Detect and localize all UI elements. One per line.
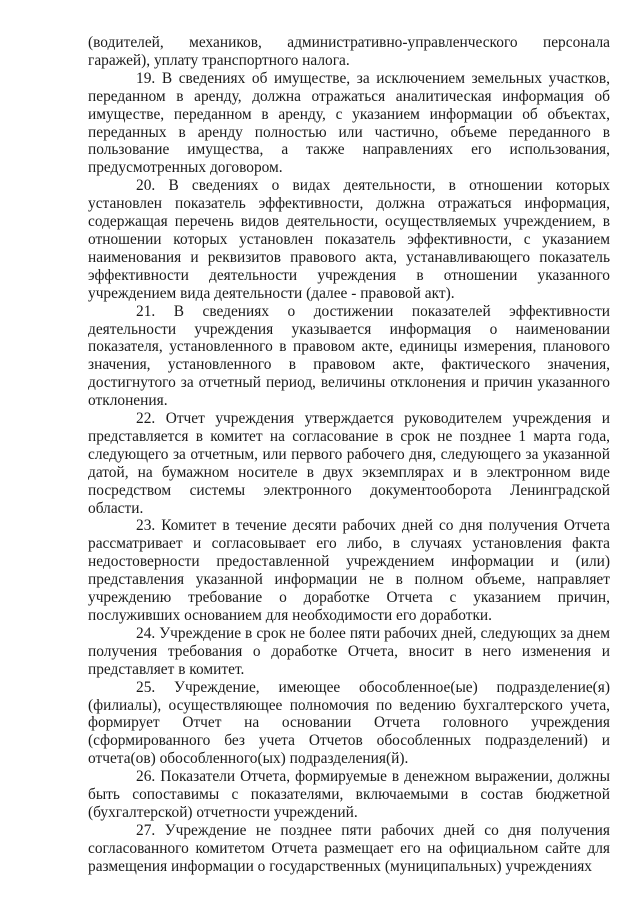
document-page [88,34,610,876]
paragraph-23 [88,517,610,624]
paragraph-text: Комитет в течение десяти рабочих дней со дня получения Отчета рассматривает и согласовывает его либо, в случаях установления факта недостоверности предоставленной учреждением информации и (или) представления указанной информации не в полном объеме, направляет учреждению требование о доработке Отчета с указанием причин, послуживших основанием для необходимости его доработки. [88,517,610,624]
paragraph-number: 22. [136,410,156,428]
paragraph-text: Учреждение не позднее пяти рабочих дней со дня получения согласованного комитетом Отчета размещает его на официальном сайте для размещения информации о государственных (муниципальных) учреждениях [88,821,610,875]
paragraph-26 [88,768,610,822]
paragraph-text: Учреждение, имеющее обособленное(ые) подразделение(я) (филиалы), осуществляющее полномочия по ведению бухгалтерского учета, формирует Отчет на основании Отчета головного учреждения (сформированного без учета Отчетов обособленных подразделений) и отчета(ов) обособленного(ых) подразделения(й). [88,678,610,768]
paragraph-number: 26. [136,768,156,786]
paragraph-text: В сведениях о достижении показателей эффективности деятельности учреждения указывается информация о наименовании показателя, установленного в правовом акте, единицы измерения, планового значения, установленного в правовом акте, фактического значения, достигнутого за отчетный период, величины отклонения и причин указанного отклонения. [88,302,610,410]
paragraph-text: Учреждение в срок не более пяти рабочих дней, следующих за днем получения требования о доработке Отчета, вносит в него изменения и представляет в комитет. [88,624,610,678]
paragraph-number: 25. [136,678,156,696]
paragraph-continuation [88,34,610,70]
paragraph-19 [88,70,610,177]
paragraph-number: 20. [136,177,156,195]
paragraph-text: (водителей, механиков, административно-управленческого персонала гаражей), уплату транспортного налога. [88,34,610,69]
paragraph-text: Отчет учреждения утверждается руководителем учреждения и представляется в комитет на согласование в срок не позднее 1 марта года, следующего за отчетным, или первого рабочего дня, следующего за указанной датой, на бумажном носителе в двух экземплярах и в электронном виде посредством системы электронного документооборота Ленинградской области. [88,410,610,517]
paragraph-text: Показатели Отчета, формируемые в денежном выражении, должны быть сопоставимы с показателями, включаемыми в состав бюджетной (бухгалтерской) отчетности учреждений. [88,768,610,821]
paragraph-text: В сведениях об имуществе, за исключением земельных участков, переданном в аренду, должна отражаться аналитическая информация об имуществе, переданном в аренду, с указанием информации об объектах, переданных в аренду полностью или частично, объеме переданного в пользование имущества, а также направлениях его использования, предусмотренных договором. [88,69,610,177]
paragraph-number: 23. [136,517,156,535]
paragraph-text: В сведениях о видах деятельности, в отношении которых установлен показатель эффективности, должна отражаться информация, содержащая перечень видов деятельности, осуществляемых учреждением, в отношении которых установлен показатель эффективности, с указанием наименования и реквизитов правового акта, устанавливающего показатель эффективности деятельности учреждения в отношении указанного учреждением вида деятельности (далее - правовой акт). [88,177,610,302]
paragraph-22 [88,410,610,517]
paragraph-20 [88,177,610,302]
paragraph-21 [88,303,610,410]
paragraph-number: 19. [136,69,156,87]
paragraph-number: 27. [136,821,156,839]
paragraph-number: 24. [136,624,156,642]
paragraph-number: 21. [136,302,156,320]
paragraph-27 [88,822,610,876]
paragraph-24 [88,625,610,679]
paragraph-25 [88,679,610,769]
